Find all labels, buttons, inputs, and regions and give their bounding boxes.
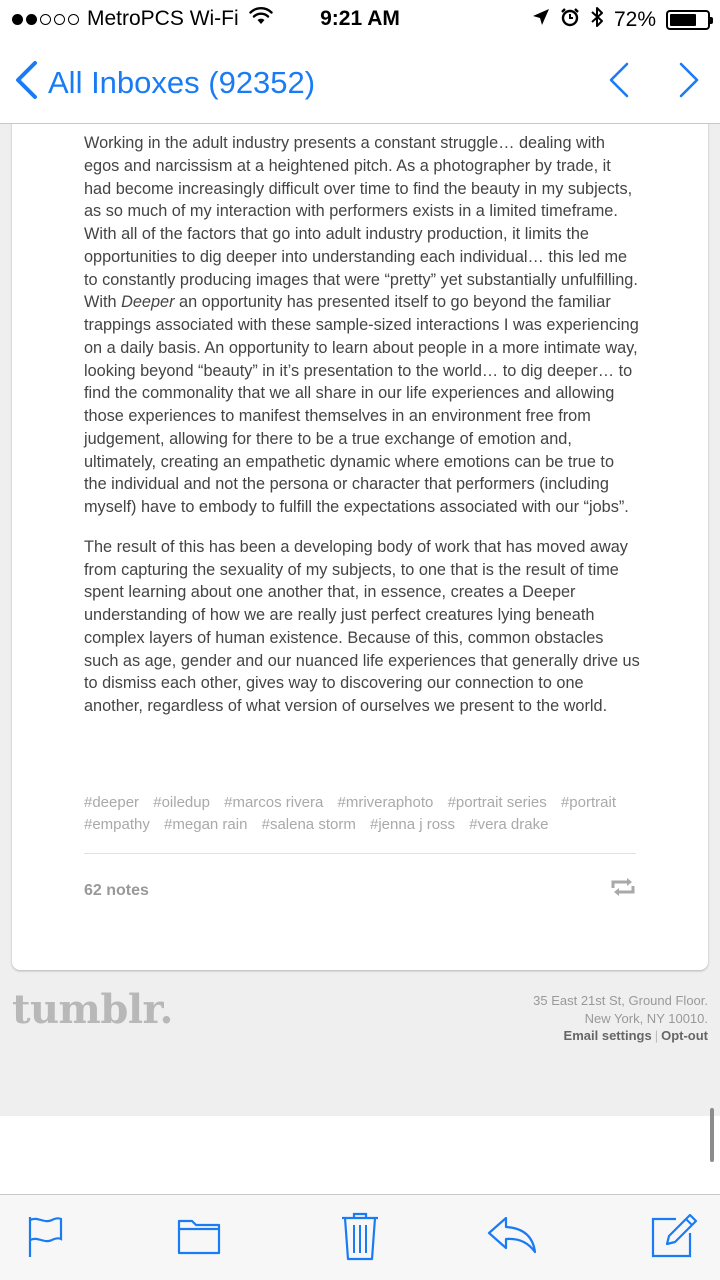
previous-message-button[interactable] (608, 62, 630, 103)
tag-link[interactable]: #deeper (84, 794, 140, 811)
tag-link[interactable]: #portrait series (447, 794, 547, 811)
emphasis-text: Deeper (121, 293, 175, 312)
folder-icon[interactable] (177, 1215, 221, 1260)
battery-fill (670, 14, 696, 26)
location-arrow-icon (532, 8, 550, 32)
status-bar (0, 0, 720, 40)
reply-icon[interactable] (486, 1215, 538, 1260)
post-card (12, 124, 708, 970)
chevron-left-icon (14, 60, 38, 105)
tag-link[interactable]: #oiledup (153, 794, 210, 811)
tag-link[interactable]: #salena storm (261, 816, 356, 833)
link-separator: | (654, 1028, 659, 1043)
post-paragraph (84, 132, 640, 519)
tag-link[interactable]: #mriveraphoto (337, 794, 434, 811)
battery-icon (666, 10, 710, 30)
trash-icon[interactable] (340, 1211, 380, 1266)
footer-address (533, 992, 708, 1028)
back-button[interactable] (14, 60, 315, 105)
compose-icon[interactable] (650, 1211, 698, 1264)
carrier-name: MetroPCS Wi-Fi (87, 7, 239, 30)
status-time: 9:21 AM (320, 7, 400, 30)
notes-count[interactable]: 62 notes (84, 882, 149, 899)
scroll-indicator (710, 1108, 714, 1162)
email-settings-link[interactable]: Email settings (563, 1028, 652, 1043)
footer-links (564, 1028, 708, 1043)
message-navigation (608, 62, 700, 103)
status-right (532, 6, 710, 34)
post-tags (84, 792, 644, 836)
post-text (84, 132, 640, 735)
next-message-button[interactable] (678, 62, 700, 103)
mail-toolbar (0, 1194, 720, 1280)
tag-link[interactable]: #marcos rivera (224, 794, 324, 811)
reblog-icon[interactable] (610, 876, 636, 903)
tag-link[interactable]: #megan rain (164, 816, 248, 833)
mail-navigation-bar (0, 40, 720, 124)
tag-link[interactable]: #portrait (560, 794, 616, 811)
back-button-label: All Inboxes (92352) (48, 64, 316, 100)
tag-link[interactable]: #empathy (84, 816, 150, 833)
alarm-clock-icon (560, 7, 580, 33)
paragraph-text: an opportunity has presented itself to go beyond the familiar trappings associated with these sample-sized interactions I was experiencing on a daily basis. An opportunity to learn about people in a more intimate way, looking beyond “beauty” in it’s presentation to the world… to dig deeper… to find the commonality that we all share in our life experiences and allowing those experiences to manifest themselves in an environment free from judgement, allowing for there to be a true exchange of emotion and, ultimately, creating an empathetic dynamic where emotions can be true to the individual and not the persona or character that performers (including myself) have to embody to fulfill the expectations associated with our “jobs”. (84, 293, 639, 516)
tumblr-logo[interactable]: tumblr. (12, 986, 173, 1033)
post-paragraph: The result of this has been a developing body of work that has moved away from capturing the sexuality of my subjects, to one that is the result of time spent learning about one another that, in essence, creates a Deeper understanding of how we are really just perfect creatures lying beneath complex layers of human existence. Because of this, common obstacles such as age, gender and our nuanced life experiences that generally drive us to dismiss each other, gives way to discovering our connection to one another, regardless of what version of ourselves we present to the world. (84, 537, 640, 715)
paragraph-text: Working in the adult industry presents a constant struggle… dealing with egos and narcissism at a heightened pitch. As a photographer by trade, it had become increasingly difficult over time to find the beauty in my subjects, as so much of my interaction with performers exists in a limited timeframe. With all of the factors that go into adult industry production, it limits the opportunities to dig deeper into understanding each individual… this led me to constantly producing images that were “pretty” yet substantially unfulfilling. With (84, 134, 638, 312)
opt-out-link[interactable]: Opt-out (661, 1028, 708, 1043)
flag-icon[interactable] (26, 1215, 66, 1264)
tag-link[interactable]: #jenna j ross (370, 816, 456, 833)
email-body[interactable] (0, 124, 720, 1116)
battery-percent: 72% (613, 8, 656, 31)
divider (84, 853, 636, 854)
bluetooth-icon (590, 6, 604, 34)
address-line: 35 East 21st St, Ground Floor. (533, 993, 708, 1008)
address-line: New York, NY 10010. (584, 1011, 708, 1026)
tag-link[interactable]: #vera drake (469, 816, 549, 833)
